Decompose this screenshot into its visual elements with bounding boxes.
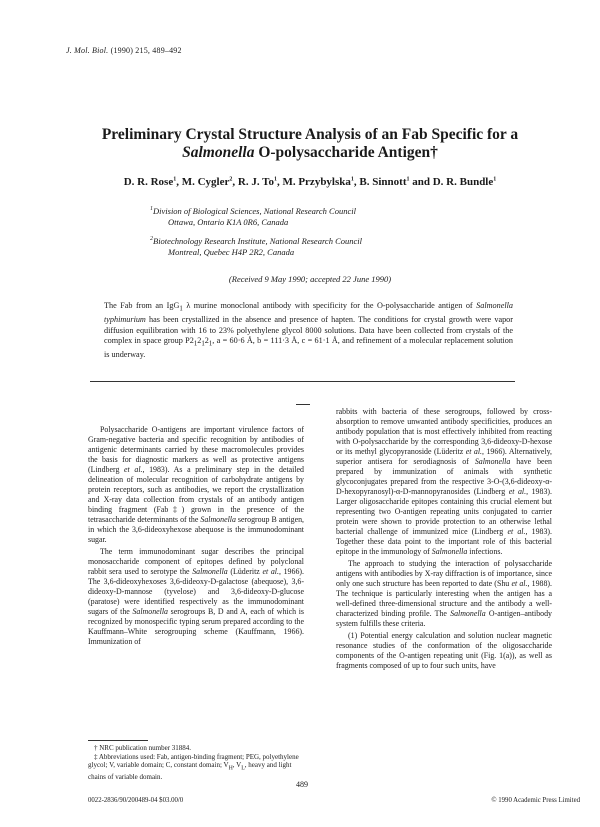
body-text: (Lüderitz [227, 567, 263, 576]
footnotes [88, 744, 304, 782]
section-divider-mark [296, 404, 310, 405]
author-affil-mark: 1 [350, 176, 354, 183]
article-title [60, 126, 560, 162]
body-text: infections. [467, 547, 503, 556]
body-text: serogroup B antigen, in which the 3,6-dideoxyhexose abequose is the immunodominant sugar. [88, 515, 305, 544]
author-affil-mark: 1 [273, 176, 277, 183]
footnote [88, 753, 304, 782]
author-separator: , [176, 176, 182, 188]
body-paragraph: (1) Potential energy calculation and solution nuclear magnetic resonance studies of the conformation of the oligosaccharide components of the O-antigen repeating unit (Fig. 1(a)), as well as fragments composed of up to four such units, have [336, 631, 552, 670]
body-italic: Salmonella [450, 609, 486, 618]
body-paragraph [88, 425, 304, 545]
footnote: † NRC publication number 31884. [94, 744, 192, 752]
abstract-subscript: 1 [193, 340, 198, 348]
affiliation-1 [150, 206, 510, 228]
abstract [104, 301, 513, 361]
body-italic: et al. [124, 465, 143, 474]
abstract-subscript: 1 [179, 305, 183, 313]
affiliation-institution: Biotechnology Research Institute, National Research Council [153, 236, 362, 246]
body-text: , 1983). Larger oligosaccharide epitopes containing this crucial element but representing two O-antigen repeating units conjugated to carrier protein were shown to provide protection to an otherwise lethal bacterial challenge of immunized mice (Lindberg [336, 487, 552, 536]
citation-volume: (1990) 215, 489–492 [110, 46, 182, 55]
received-dates: (Received 9 May 1990; accepted 22 June 1990) [228, 274, 392, 284]
affiliation-line [150, 206, 510, 217]
journal-abbr: J. Mol. Biol. [66, 46, 109, 55]
affiliation-address: Ottawa, Ontario K1A 0R6, Canada [168, 217, 289, 227]
author-affil-mark: 1 [406, 176, 410, 183]
affiliation-number: 1 [150, 206, 153, 213]
body-italic: et al. [262, 567, 279, 576]
page-number: 489 [296, 780, 308, 789]
body-italic: Salmonella [192, 567, 228, 576]
author-separator: and [409, 176, 433, 188]
body-italic: et al. [511, 579, 528, 588]
body-text: , 1983). As a preliminary step in the detailed delineation of molecular recognition of carbohydrate antigens by protein receptors, such as antibodies, we report the crystallization and X-ray data collection from crystals of an antibody antigen binding fragment (Fab‡) grown in the presence of the tetrasaccharide determinants of the [88, 465, 304, 524]
body-text: , 1966). The 3,6-dideoxyhexoses 3,6-dideoxy-D-galactose (abequose), 3,6-dideoxy-D-mannose (tyvelose) and 3,6-dideoxy-D-glucose (paratose) were identified respectively as the immunodominant sugars of the [88, 567, 304, 616]
abstract-text: , a = 60·6 Å, b = 111·3 Å, c = 61·1 Å, and refinement of a molecular replacement solution is underway. [104, 336, 513, 360]
author-separator: , [353, 176, 360, 188]
publication-ids: 0022-2836/90/200489-04 $03.00/0 [88, 797, 184, 804]
body-italic: et al. [507, 527, 526, 536]
body-text: O-antigen–antibody system fulfills these criteria. [336, 609, 552, 628]
footnote-text: , heavy and light chains of variable domain. [88, 761, 292, 782]
abstract-subscript: 1 [201, 340, 205, 348]
abstract-text: 2 [197, 336, 202, 346]
author: M. Cygler [181, 176, 230, 188]
body-paragraph [88, 547, 304, 647]
author-affil-mark: 1 [493, 176, 497, 183]
abstract-subscript: 1 [208, 340, 213, 348]
affiliation-line [150, 236, 510, 247]
abstract-divider [90, 381, 515, 382]
body-text: rabbits with bacteria of these serogroups, followed by cross-absorption to remove unwanted antibody specificities, produces an antibody population that is most effectively inhibited from reacting with O-polysaccharide by the corresponding 3,6-dideoxy-D-hexose or its methyl glycopyranoside (Lüderitz [336, 407, 552, 456]
body-text: The approach to studying the interaction of polysaccharide antigens with antibodies by X-ray diffraction is of importance, since only one such structure has been reported to date (Shu [336, 559, 552, 588]
affiliation-2 [150, 236, 510, 258]
body-italic: et al. [465, 447, 483, 456]
title-line-2-rest: O-polysaccharide Antigen† [254, 144, 438, 161]
abstract-text: has been crystallized in the absence and presence of hapten. The conditions for crystal growth were vapor diffusion equilibration with 16 to 23% polyethylene glycol 8000 solutions. Data have been collected from crystals of the complex in space group P2 [104, 315, 513, 346]
footnote-divider [88, 740, 148, 741]
author: B. Sinnott [359, 176, 407, 188]
title-line-2 [60, 144, 560, 162]
copyright: © 1990 Academic Press Limited [491, 797, 580, 804]
title-organism: Salmonella [182, 144, 255, 161]
body-italic: Salmonella [200, 515, 236, 524]
body-text: serogroups B, D and A, each of which is recognized by monospecific typing serum prepared according to the Kauffmann–White serogrouping scheme (Kauffmann, 1966). Immunization of [88, 607, 305, 646]
body-italic: Salmonella [474, 457, 511, 466]
journal-citation [66, 46, 182, 55]
author-affil-mark: 2 [229, 176, 233, 183]
abstract-text: λ murine monoclonal antibody with specificity for the O-polysaccharide antigen of [182, 301, 477, 310]
left-column [88, 425, 304, 647]
abstract-organism: Salmonella typhimurium [104, 301, 513, 325]
author: D. R. Rose [123, 176, 174, 188]
body-text: Polysaccharide O-antigens are important virulence factors of Gram-negative bacteria and specific recognition by antibodies of antigenic determinants carried by these macromolecules provides the basis for diagnostic markers as well as protective antigens (Lindberg [88, 425, 304, 474]
author-affil-mark: 1 [173, 176, 177, 183]
author-separator: , [276, 176, 283, 188]
footnote-text: , V [232, 761, 242, 770]
affiliation-institution: Division of Biological Sciences, National Research Council [153, 206, 356, 216]
author-separator: , [232, 176, 238, 188]
author: M. Przybylska [282, 176, 351, 188]
body-text: , 1983). Together these data point to the important role of this bacterial epitope in the immunology of [336, 527, 553, 556]
body-text: , 1988). The technique is particularly interesting when the antigen has a well-defined three-dimensional structure and the antibody a well-characterized binding profile. The [336, 579, 553, 618]
footnote-subscript: L [241, 765, 245, 772]
author-list [60, 176, 560, 188]
body-text: have been prepared by immunization of animals with synthetic glycoconjugates prepared from the respective 3-O-(3,6-dideoxy-α-D-hexopyranosyl)-α-D-mannopyranosides (Lindberg [336, 457, 552, 496]
affiliation-address: Montreal, Quebec H4P 2R2, Canada [168, 247, 295, 257]
author: D. R. Bundle [432, 176, 494, 188]
body-paragraph [336, 559, 552, 629]
body-italic: Salmonella [132, 607, 168, 616]
abstract-text: The Fab from an IgG [104, 301, 180, 310]
body-italic: Salmonella [431, 547, 468, 556]
right-column [336, 407, 552, 671]
body-text: The term immunodominant sugar describes the principal monosaccharide component of epitopes defined by polyclonal rabbit sera used to serotype the [88, 547, 304, 576]
body-italic: et al. [508, 487, 527, 496]
footnote-subscript: H [228, 765, 233, 772]
affiliation-number: 2 [150, 236, 153, 243]
body-text: , 1966). Alternatively, superior antisera for serodiagnosis of [336, 447, 552, 466]
body-paragraph [336, 407, 552, 557]
abstract-text: 2 [204, 336, 209, 346]
author: R. J. To [237, 176, 274, 188]
footnote-text: ‡ Abbreviations used: Fab, antigen-binding fragment; PEG, polyethylene glycol; V, variable domain; C, constant domain; V [88, 752, 299, 770]
title-line-1: Preliminary Crystal Structure Analysis of an Fab Specific for a [101, 126, 519, 143]
